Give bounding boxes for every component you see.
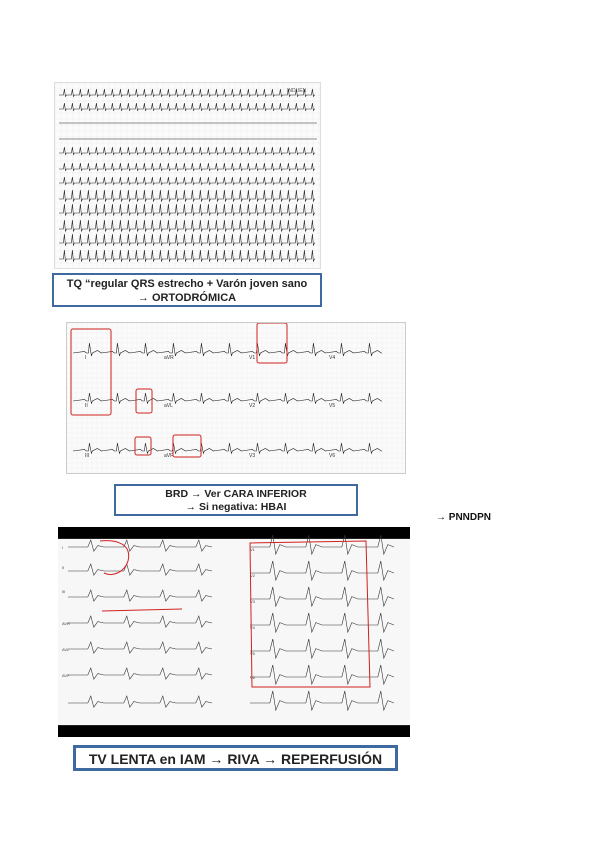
red-annotation-box [135,437,151,455]
ecg-3-tracing [58,527,410,737]
ecg-1-tag: INDUEN [287,88,307,94]
ecg-3-lead-AVR: AVR [62,621,70,626]
caption-ortodromica [52,273,322,307]
caption-brd [114,484,358,516]
ecg-3-lead-V5: V5 [250,651,255,656]
ecg-3-lead-I: I [62,545,64,550]
ecg-2-lead-III: III [85,453,90,459]
ecg-image-2 [66,322,406,474]
ecg-2-lead-aVR: aVR [164,355,174,361]
side-note: → PNNDPN [436,512,492,523]
ecg-2-lead-V4: V4 [329,355,336,361]
ecg-2-lead-aVF: aVF [164,453,174,459]
ecg-2-lead-V3: V3 [249,453,256,459]
ecg-grid [55,83,320,268]
caption-tv-lenta [73,745,398,771]
caption-3-text: TV LENTA en IAM → RIVA → REPERFUSIÓN [88,751,383,767]
ecg-2-row [73,443,381,453]
ecg-2-tracing [67,323,405,473]
caption-2-line-1: BRD → Ver CARA INFERIOR [165,488,307,500]
caption-1-line-2: → ORTODRÓMICA [137,292,237,304]
ecg-3-lead-V6: V6 [250,675,255,680]
ecg-2-lead-V2: V2 [249,403,256,409]
ecg-3-lead-V4: V4 [250,625,255,630]
ecg-3-lead-V3: V3 [250,599,255,604]
ecg-3-lead-AVF: AVF [62,673,70,678]
ecg-2-row [73,393,381,403]
ecg-3-lead-III: III [62,589,66,594]
ecg-3-lead-II: II [62,565,65,570]
caption-2-line-2: → Si negativa: HBAI [185,501,287,513]
ecg-2-lead-II: II [85,403,88,409]
ecg-2-lead-V5: V5 [329,403,336,409]
ecg-2-lead-V6: V6 [329,453,336,459]
ecg-image-1 [54,82,321,269]
ecg-3-lead-V2: V2 [250,573,255,578]
ecg-3-lead-V1: V1 [250,547,255,552]
ecg-image-3 [58,527,410,737]
ecg-2-lead-aVL: aVL [164,403,173,409]
ecg-2-row [73,343,381,356]
ecg-2-lead-V1: V1 [249,355,256,361]
ecg-2-lead-I: I [85,355,87,361]
caption-1-line-1: TQ “regular QRS estrecho + Varón joven sano [66,278,308,290]
ecg-3-lead-AVL: AVL [62,647,70,652]
ecg-1-tracing [55,83,320,268]
